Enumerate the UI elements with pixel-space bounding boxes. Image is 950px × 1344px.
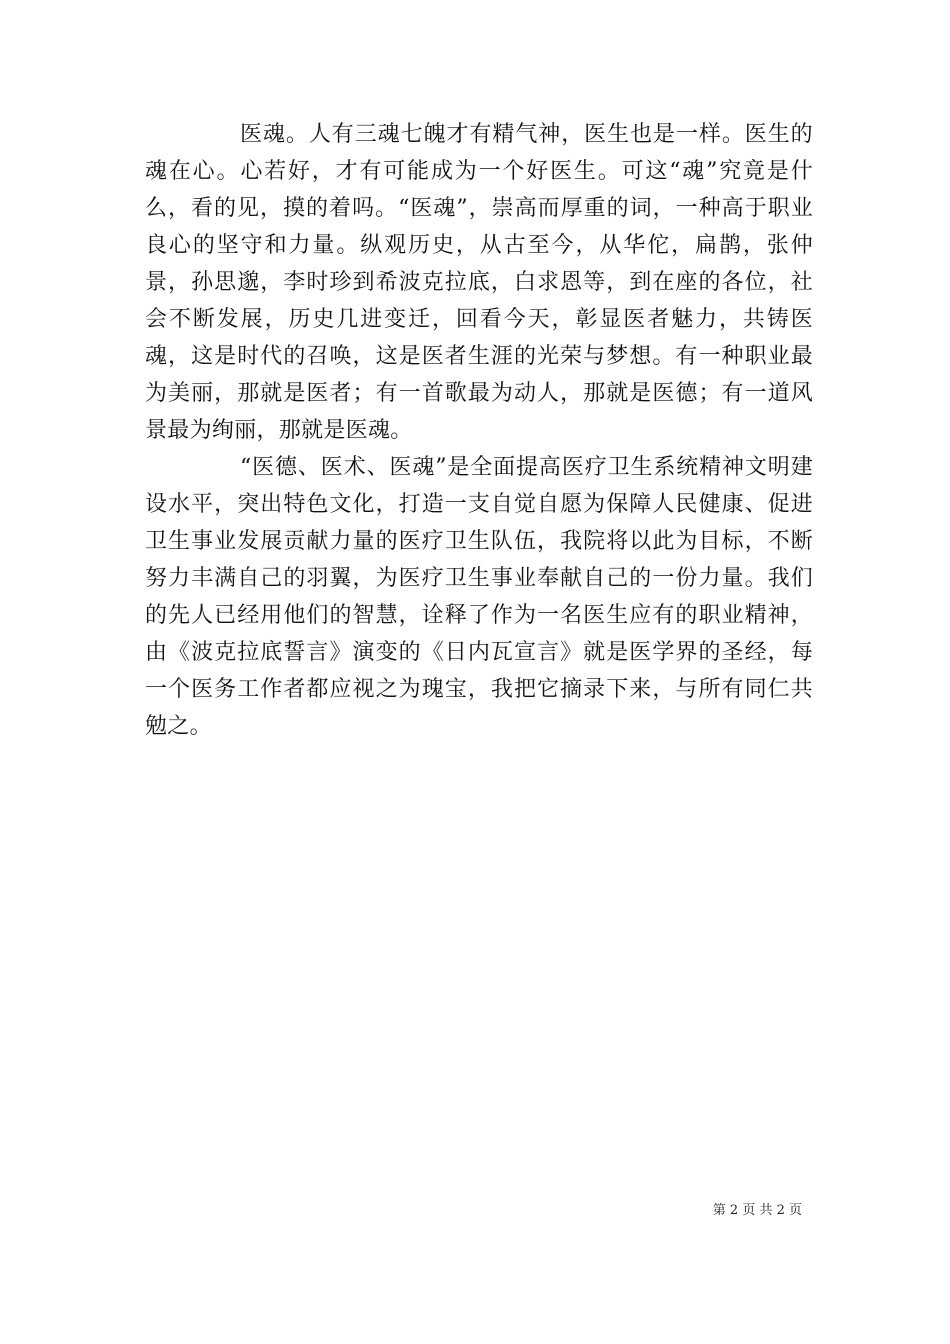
page-number-footer: 第 2 页 共 2 页 <box>712 1203 802 1218</box>
paragraph-yihun: 医魂。人有三魂七魄才有精气神，医生也是一样。医生的魂在心。心若好，才有可能成为一个好医生。可这“魂”究竟是什么，看的见，摸的着吗。“医魂”，崇高而厚重的词，一种高于职业良心的坚守和力量。纵观历史，从古至今，从华佗，扁鹊，张仲景，孙思邈，李时珍到希波克拉底，白求恩等，到在座的各位，社会不断发展，历史几进变迁，回看今天，彰显医者魅力，共铸医魂，这是时代的召唤，这是医者生涯的光荣与梦想。有一种职业最为美丽，那就是医者；有一首歌最为动人，那就是医德；有一道风景最为绚丽，那就是医魂。 <box>145 122 813 443</box>
document-body <box>145 116 813 745</box>
paragraph-yide-yishu-yihun: “医德、医术、医魂”是全面提高医疗卫生系统精神文明建设水平，突出特色文化，打造一支自觉自愿为保障人民健康、促进卫生事业发展贡献力量的医疗卫生队伍，我院将以此为目标，不断努力丰满自己的羽翼，为医疗卫生事业奉献自己的一份力量。我们的先人已经用他们的智慧，诠释了作为一名医生应有的职业精神，由《波克拉底誓言》演变的《日内瓦宣言》就是医学界的圣经，每一个医务工作者都应视之为瑰宝，我把它摘录下来，与所有同仁共勉之。 <box>145 455 813 739</box>
